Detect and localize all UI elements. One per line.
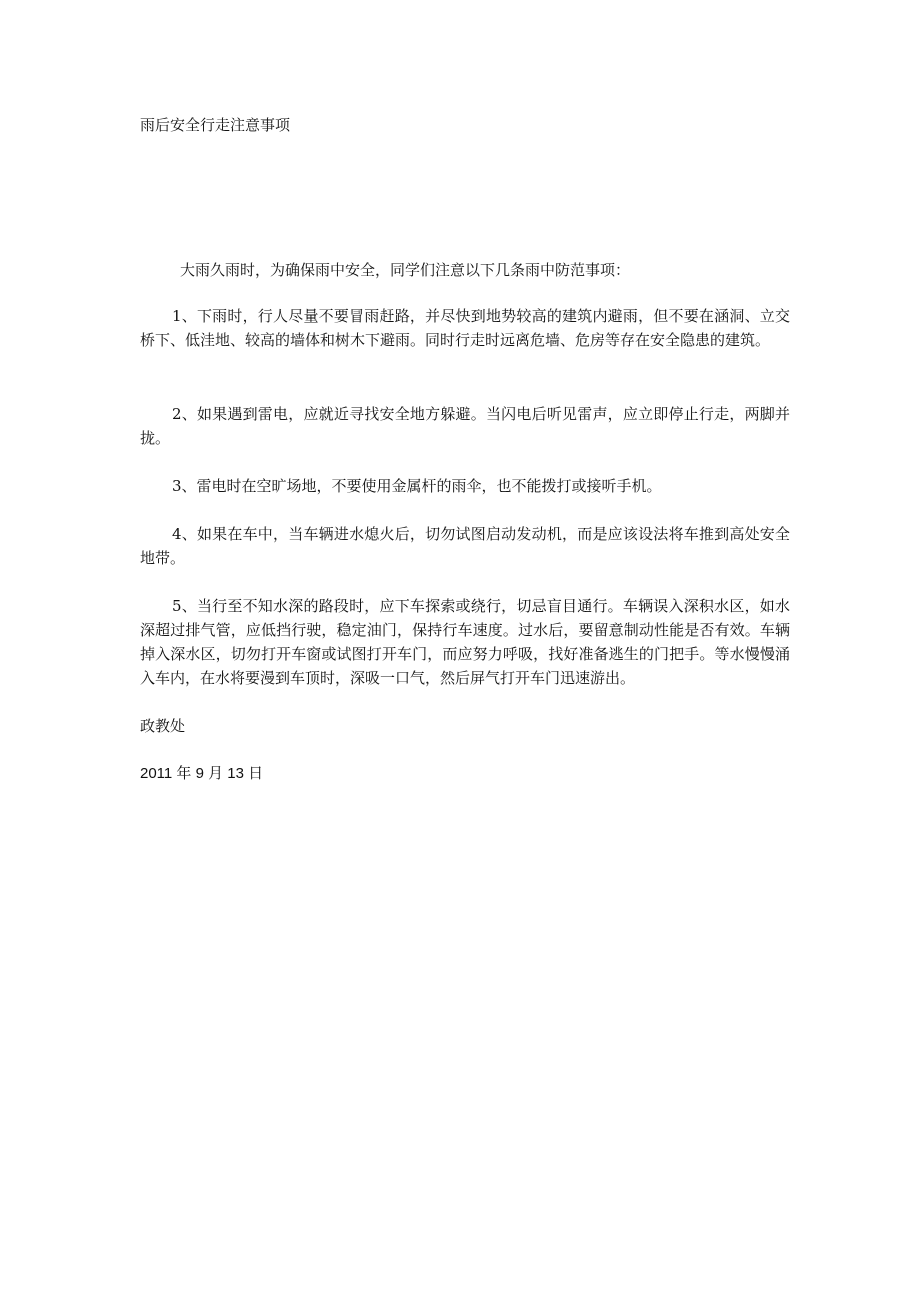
- safety-item-1: 1、下雨时，行人尽量不要冒雨赶路，并尽快到地势较高的建筑内避雨，但不要在涵洞、立交桥下、低洼地、较高的墙体和树木下避雨。同时行走时远离危墙、危房等存在安全隐患的建筑。: [140, 307, 790, 349]
- safety-item-4: 4、如果在车中，当车辆进水熄火后，切勿试图启动发动机，而是应该设法将车推到高处安全地带。: [140, 525, 790, 567]
- issue-date: 2011 年 9 月 13 日: [140, 765, 264, 782]
- intro-paragraph: 大雨久雨时，为确保雨中安全，同学们注意以下几条雨中防范事项：: [180, 261, 631, 279]
- safety-item-3: 3、雷电时在空旷场地，不要使用金属杆的雨伞，也不能拨打或接听手机。: [172, 477, 662, 495]
- document-title: 雨后安全行走注意事项: [140, 116, 291, 134]
- safety-item-5: 5、当行至不知水深的路段时，应下车探索或绕行，切忌盲目通行。车辆误入深积水区，如水深超过排气管，应低挡行驶，稳定油门，保持行车速度。过水后，要留意制动性能是否有效。车辆掉入深水区，切勿打开车窗或试图打开车门，而应努力呼吸，找好准备逃生的门把手。等水慢慢涌入车内，在水将要漫到车顶时，深吸一口气，然后屏气打开车门迅速游出。: [140, 597, 790, 687]
- issuer-signature: 政教处: [140, 717, 186, 735]
- safety-item-2: 2、如果遇到雷电，应就近寻找安全地方躲避。当闪电后听见雷声，应立即停止行走，两脚并拢。: [140, 405, 790, 447]
